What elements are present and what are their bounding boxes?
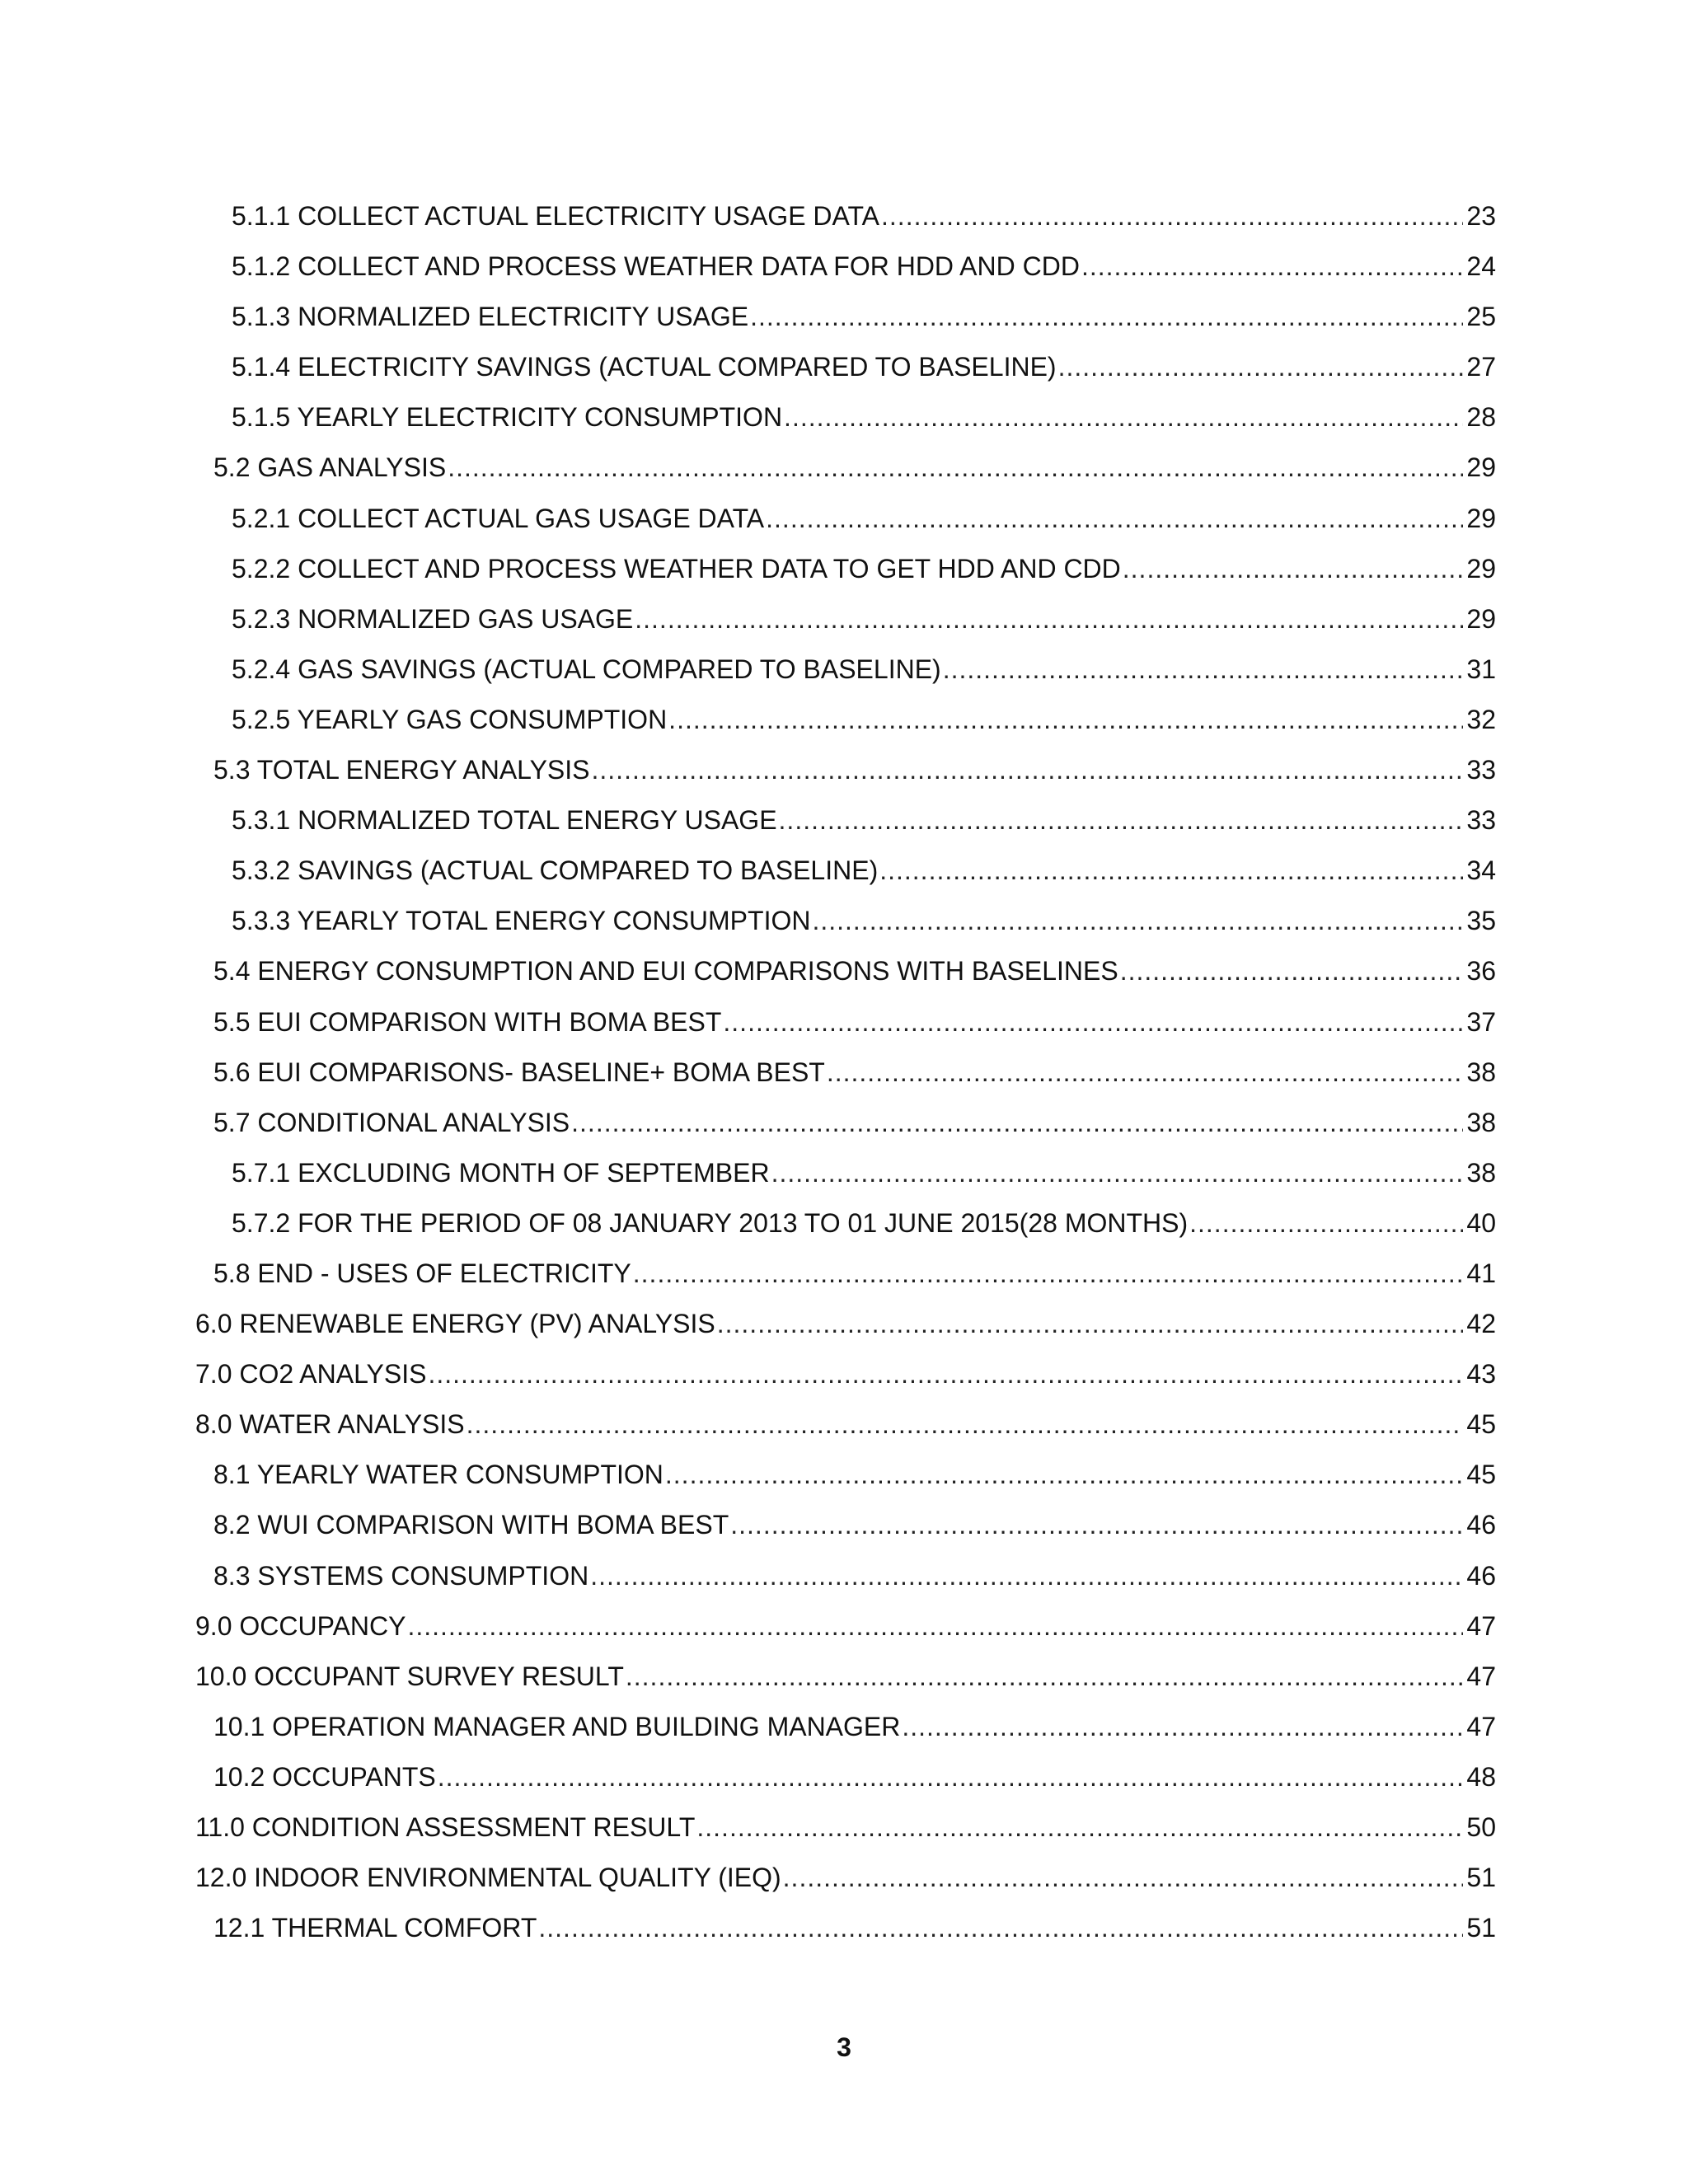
- toc-entry-title: 5.2.3 NORMALIZED GAS USAGE: [232, 603, 634, 634]
- toc-dot-leader: [448, 443, 1463, 493]
- toc-entry-page: 29: [1466, 553, 1496, 583]
- toc-dot-leader: [1189, 1198, 1463, 1249]
- toc-entry[interactable]: [195, 997, 1496, 1047]
- toc-entry-page: 28: [1466, 402, 1496, 433]
- toc-entry[interactable]: [195, 644, 1496, 695]
- toc-entry-title: 5.3.2 SAVINGS (ACTUAL COMPARED TO BASELINE): [232, 855, 879, 886]
- toc-entry[interactable]: [195, 1702, 1496, 1752]
- toc-entry[interactable]: [195, 1551, 1496, 1601]
- toc-dot-leader: [812, 896, 1463, 946]
- toc-entry-title: 5.1.4 ELECTRICITY SAVINGS (ACTUAL COMPARED TO BASELINE): [232, 352, 1057, 382]
- toc-dot-leader: [784, 392, 1463, 443]
- toc-dot-leader: [590, 1551, 1463, 1601]
- toc-entry-title: 7.0 CO2 ANALYSIS: [195, 1359, 427, 1390]
- toc-entry-page: 31: [1466, 654, 1496, 684]
- toc-dot-leader: [626, 1652, 1464, 1702]
- toc-dot-leader: [438, 1752, 1464, 1802]
- toc-entry-title: 5.7.2 FOR THE PERIOD OF 08 JANUARY 2013 TO 01 JUNE 2015(28 MONTHS): [232, 1207, 1189, 1238]
- toc-entry-page: 45: [1466, 1460, 1496, 1490]
- toc-entry-page: 47: [1466, 1711, 1496, 1741]
- toc-dot-leader: [1081, 241, 1463, 292]
- toc-dot-leader: [1058, 342, 1464, 392]
- toc-entry-title: 5.3.3 YEARLY TOTAL ENERGY CONSUMPTION: [232, 906, 811, 936]
- toc-entry[interactable]: [195, 1450, 1496, 1500]
- toc-entry-page: 47: [1466, 1610, 1496, 1641]
- toc-entry-page: 41: [1466, 1258, 1496, 1288]
- toc-dot-leader: [902, 1702, 1463, 1752]
- toc-entry[interactable]: [195, 1098, 1496, 1148]
- toc-entry[interactable]: [195, 946, 1496, 996]
- toc-entry-title: 5.7.1 EXCLUDING MONTH OF SEPTEMBER: [232, 1157, 770, 1188]
- toc-entry[interactable]: [195, 1802, 1496, 1853]
- toc-entry-page: 33: [1466, 755, 1496, 785]
- toc-entry-title: 10.2 OCCUPANTS: [213, 1761, 436, 1792]
- toc-entry-title: 10.1 OPERATION MANAGER AND BUILDING MANAGER: [213, 1711, 901, 1741]
- toc-entry[interactable]: [195, 241, 1496, 292]
- toc-entry-page: 48: [1466, 1761, 1496, 1792]
- toc-entry-page: 42: [1466, 1309, 1496, 1339]
- toc-entry-title: 5.1.5 YEARLY ELECTRICITY CONSUMPTION: [232, 402, 783, 433]
- toc-entry[interactable]: [195, 1148, 1496, 1198]
- toc-dot-leader: [779, 795, 1464, 846]
- toc-dot-leader: [881, 191, 1463, 241]
- toc-entry[interactable]: [195, 896, 1496, 946]
- toc-entry-title: 5.2.4 GAS SAVINGS (ACTUAL COMPARED TO BASELINE): [232, 654, 941, 684]
- toc-entry-title: 6.0 RENEWABLE ENERGY (PV) ANALYSIS: [195, 1309, 715, 1339]
- toc-entry-title: 8.0 WATER ANALYSIS: [195, 1409, 465, 1440]
- toc-entry-page: 32: [1466, 704, 1496, 734]
- toc-dot-leader: [665, 1450, 1464, 1500]
- toc-dot-leader: [771, 1148, 1464, 1198]
- toc-entry-page: 47: [1466, 1661, 1496, 1691]
- toc-dot-leader: [428, 1349, 1463, 1399]
- toc-entry[interactable]: [195, 494, 1496, 544]
- toc-dot-leader: [717, 1299, 1464, 1349]
- toc-dot-leader: [668, 695, 1463, 745]
- toc-entry-title: 5.2.2 COLLECT AND PROCESS WEATHER DATA TO GET HDD AND CDD: [232, 553, 1121, 583]
- toc-entry-page: 34: [1466, 855, 1496, 886]
- toc-entry-page: 40: [1466, 1207, 1496, 1238]
- toc-dot-leader: [538, 1903, 1463, 1953]
- toc-entry-title: 5.1.3 NORMALIZED ELECTRICITY USAGE: [232, 302, 749, 332]
- toc-entry-page: 33: [1466, 805, 1496, 836]
- toc-entry[interactable]: [195, 695, 1496, 745]
- toc-dot-leader: [635, 594, 1463, 644]
- toc-entry-title: 5.1.2 COLLECT AND PROCESS WEATHER DATA FOR HDD AND CDD: [232, 251, 1080, 282]
- toc-entry-title: 5.3.1 NORMALIZED TOTAL ENERGY USAGE: [232, 805, 777, 836]
- toc-entry[interactable]: [195, 1652, 1496, 1702]
- toc-entry[interactable]: [195, 795, 1496, 846]
- toc-entry[interactable]: [195, 443, 1496, 493]
- toc-dot-leader: [827, 1047, 1464, 1098]
- toc-entry-page: 46: [1466, 1510, 1496, 1540]
- toc-entry-title: 9.0 OCCUPANCY: [195, 1610, 406, 1641]
- toc-entry-title: 10.0 OCCUPANT SURVEY RESULT: [195, 1661, 624, 1691]
- toc-entry-page: 29: [1466, 603, 1496, 634]
- toc-entry-title: 5.1.1 COLLECT ACTUAL ELECTRICITY USAGE DATA: [232, 201, 880, 231]
- toc-entry-page: 43: [1466, 1359, 1496, 1390]
- toc-entry-title: 5.2.1 COLLECT ACTUAL GAS USAGE DATA: [232, 503, 765, 533]
- toc-entry[interactable]: [195, 392, 1496, 443]
- toc-entry-title: 8.1 YEARLY WATER CONSUMPTION: [213, 1460, 663, 1490]
- toc-entry-page: 45: [1466, 1409, 1496, 1440]
- toc-dot-leader: [723, 997, 1463, 1047]
- toc-entry[interactable]: [195, 846, 1496, 896]
- toc-entry-title: 12.0 INDOOR ENVIRONMENTAL QUALITY (IEQ): [195, 1863, 781, 1893]
- toc-entry-page: 37: [1466, 1006, 1496, 1037]
- toc-dot-leader: [730, 1500, 1463, 1550]
- toc-entry[interactable]: [195, 1047, 1496, 1098]
- table-of-contents: [195, 191, 1496, 1953]
- toc-entry-page: 38: [1466, 1107, 1496, 1137]
- toc-entry[interactable]: [195, 342, 1496, 392]
- toc-entry-title: 5.8 END - USES OF ELECTRICITY: [213, 1258, 631, 1288]
- toc-entry-title: 5.2 GAS ANALYSIS: [213, 452, 447, 483]
- toc-dot-leader: [571, 1098, 1463, 1148]
- toc-entry-title: 5.5 EUI COMPARISON WITH BOMA BEST: [213, 1006, 722, 1037]
- toc-dot-leader: [879, 846, 1463, 896]
- toc-dot-leader: [750, 292, 1463, 342]
- toc-entry[interactable]: [195, 1601, 1496, 1652]
- toc-entry-title: 12.1 THERMAL COMFORT: [213, 1913, 537, 1943]
- toc-entry-page: 51: [1466, 1863, 1496, 1893]
- toc-entry[interactable]: [195, 1399, 1496, 1450]
- toc-entry[interactable]: [195, 1500, 1496, 1550]
- toc-entry[interactable]: [195, 1249, 1496, 1299]
- toc-entry-page: 29: [1466, 503, 1496, 533]
- toc-entry-page: 36: [1466, 956, 1496, 987]
- toc-entry-title: 5.3 TOTAL ENERGY ANALYSIS: [213, 755, 590, 785]
- toc-entry-title: 5.2.5 YEARLY GAS CONSUMPTION: [232, 704, 668, 734]
- toc-entry[interactable]: [195, 594, 1496, 644]
- page-number: 3: [837, 2032, 851, 2062]
- toc-entry-title: 11.0 CONDITION ASSESSMENT RESULT: [195, 1812, 696, 1842]
- toc-entry-page: 46: [1466, 1560, 1496, 1591]
- toc-entry-page: 27: [1466, 352, 1496, 382]
- toc-entry-page: 50: [1466, 1812, 1496, 1842]
- toc-entry-title: 5.7 CONDITIONAL ANALYSIS: [213, 1107, 570, 1137]
- toc-entry-title: 8.3 SYSTEMS CONSUMPTION: [213, 1560, 589, 1591]
- toc-dot-leader: [783, 1853, 1464, 1903]
- toc-entry-title: 5.4 ENERGY CONSUMPTION AND EUI COMPARISONS WITH BASELINES: [213, 956, 1118, 987]
- toc-entry[interactable]: [195, 1853, 1496, 1903]
- toc-dot-leader: [766, 494, 1463, 544]
- toc-dot-leader: [943, 644, 1464, 695]
- toc-entry[interactable]: [195, 191, 1496, 241]
- toc-dot-leader: [407, 1601, 1463, 1652]
- toc-dot-leader: [1123, 544, 1464, 594]
- toc-entry-page: 29: [1466, 452, 1496, 483]
- toc-dot-leader: [1120, 946, 1464, 996]
- toc-entry[interactable]: [195, 745, 1496, 795]
- toc-entry[interactable]: [195, 1349, 1496, 1399]
- toc-entry[interactable]: [195, 1752, 1496, 1802]
- toc-entry-page: 38: [1466, 1057, 1496, 1087]
- toc-entry-title: 8.2 WUI COMPARISON WITH BOMA BEST: [213, 1510, 729, 1540]
- toc-entry-page: 35: [1466, 906, 1496, 936]
- toc-entry[interactable]: [195, 1299, 1496, 1349]
- toc-dot-leader: [592, 745, 1464, 795]
- toc-entry[interactable]: [195, 1903, 1496, 1953]
- toc-entry[interactable]: [195, 1198, 1496, 1249]
- toc-entry-page: 25: [1466, 302, 1496, 332]
- toc-dot-leader: [467, 1399, 1464, 1450]
- toc-entry-page: 51: [1466, 1913, 1496, 1943]
- toc-dot-leader: [696, 1802, 1463, 1853]
- toc-entry-title: 5.6 EUI COMPARISONS- BASELINE+ BOMA BEST: [213, 1057, 825, 1087]
- toc-entry[interactable]: [195, 544, 1496, 594]
- toc-entry-page: 23: [1466, 201, 1496, 231]
- toc-entry-page: 38: [1466, 1157, 1496, 1188]
- toc-entry[interactable]: [195, 292, 1496, 342]
- toc-entry-page: 24: [1466, 251, 1496, 282]
- toc-dot-leader: [633, 1249, 1464, 1299]
